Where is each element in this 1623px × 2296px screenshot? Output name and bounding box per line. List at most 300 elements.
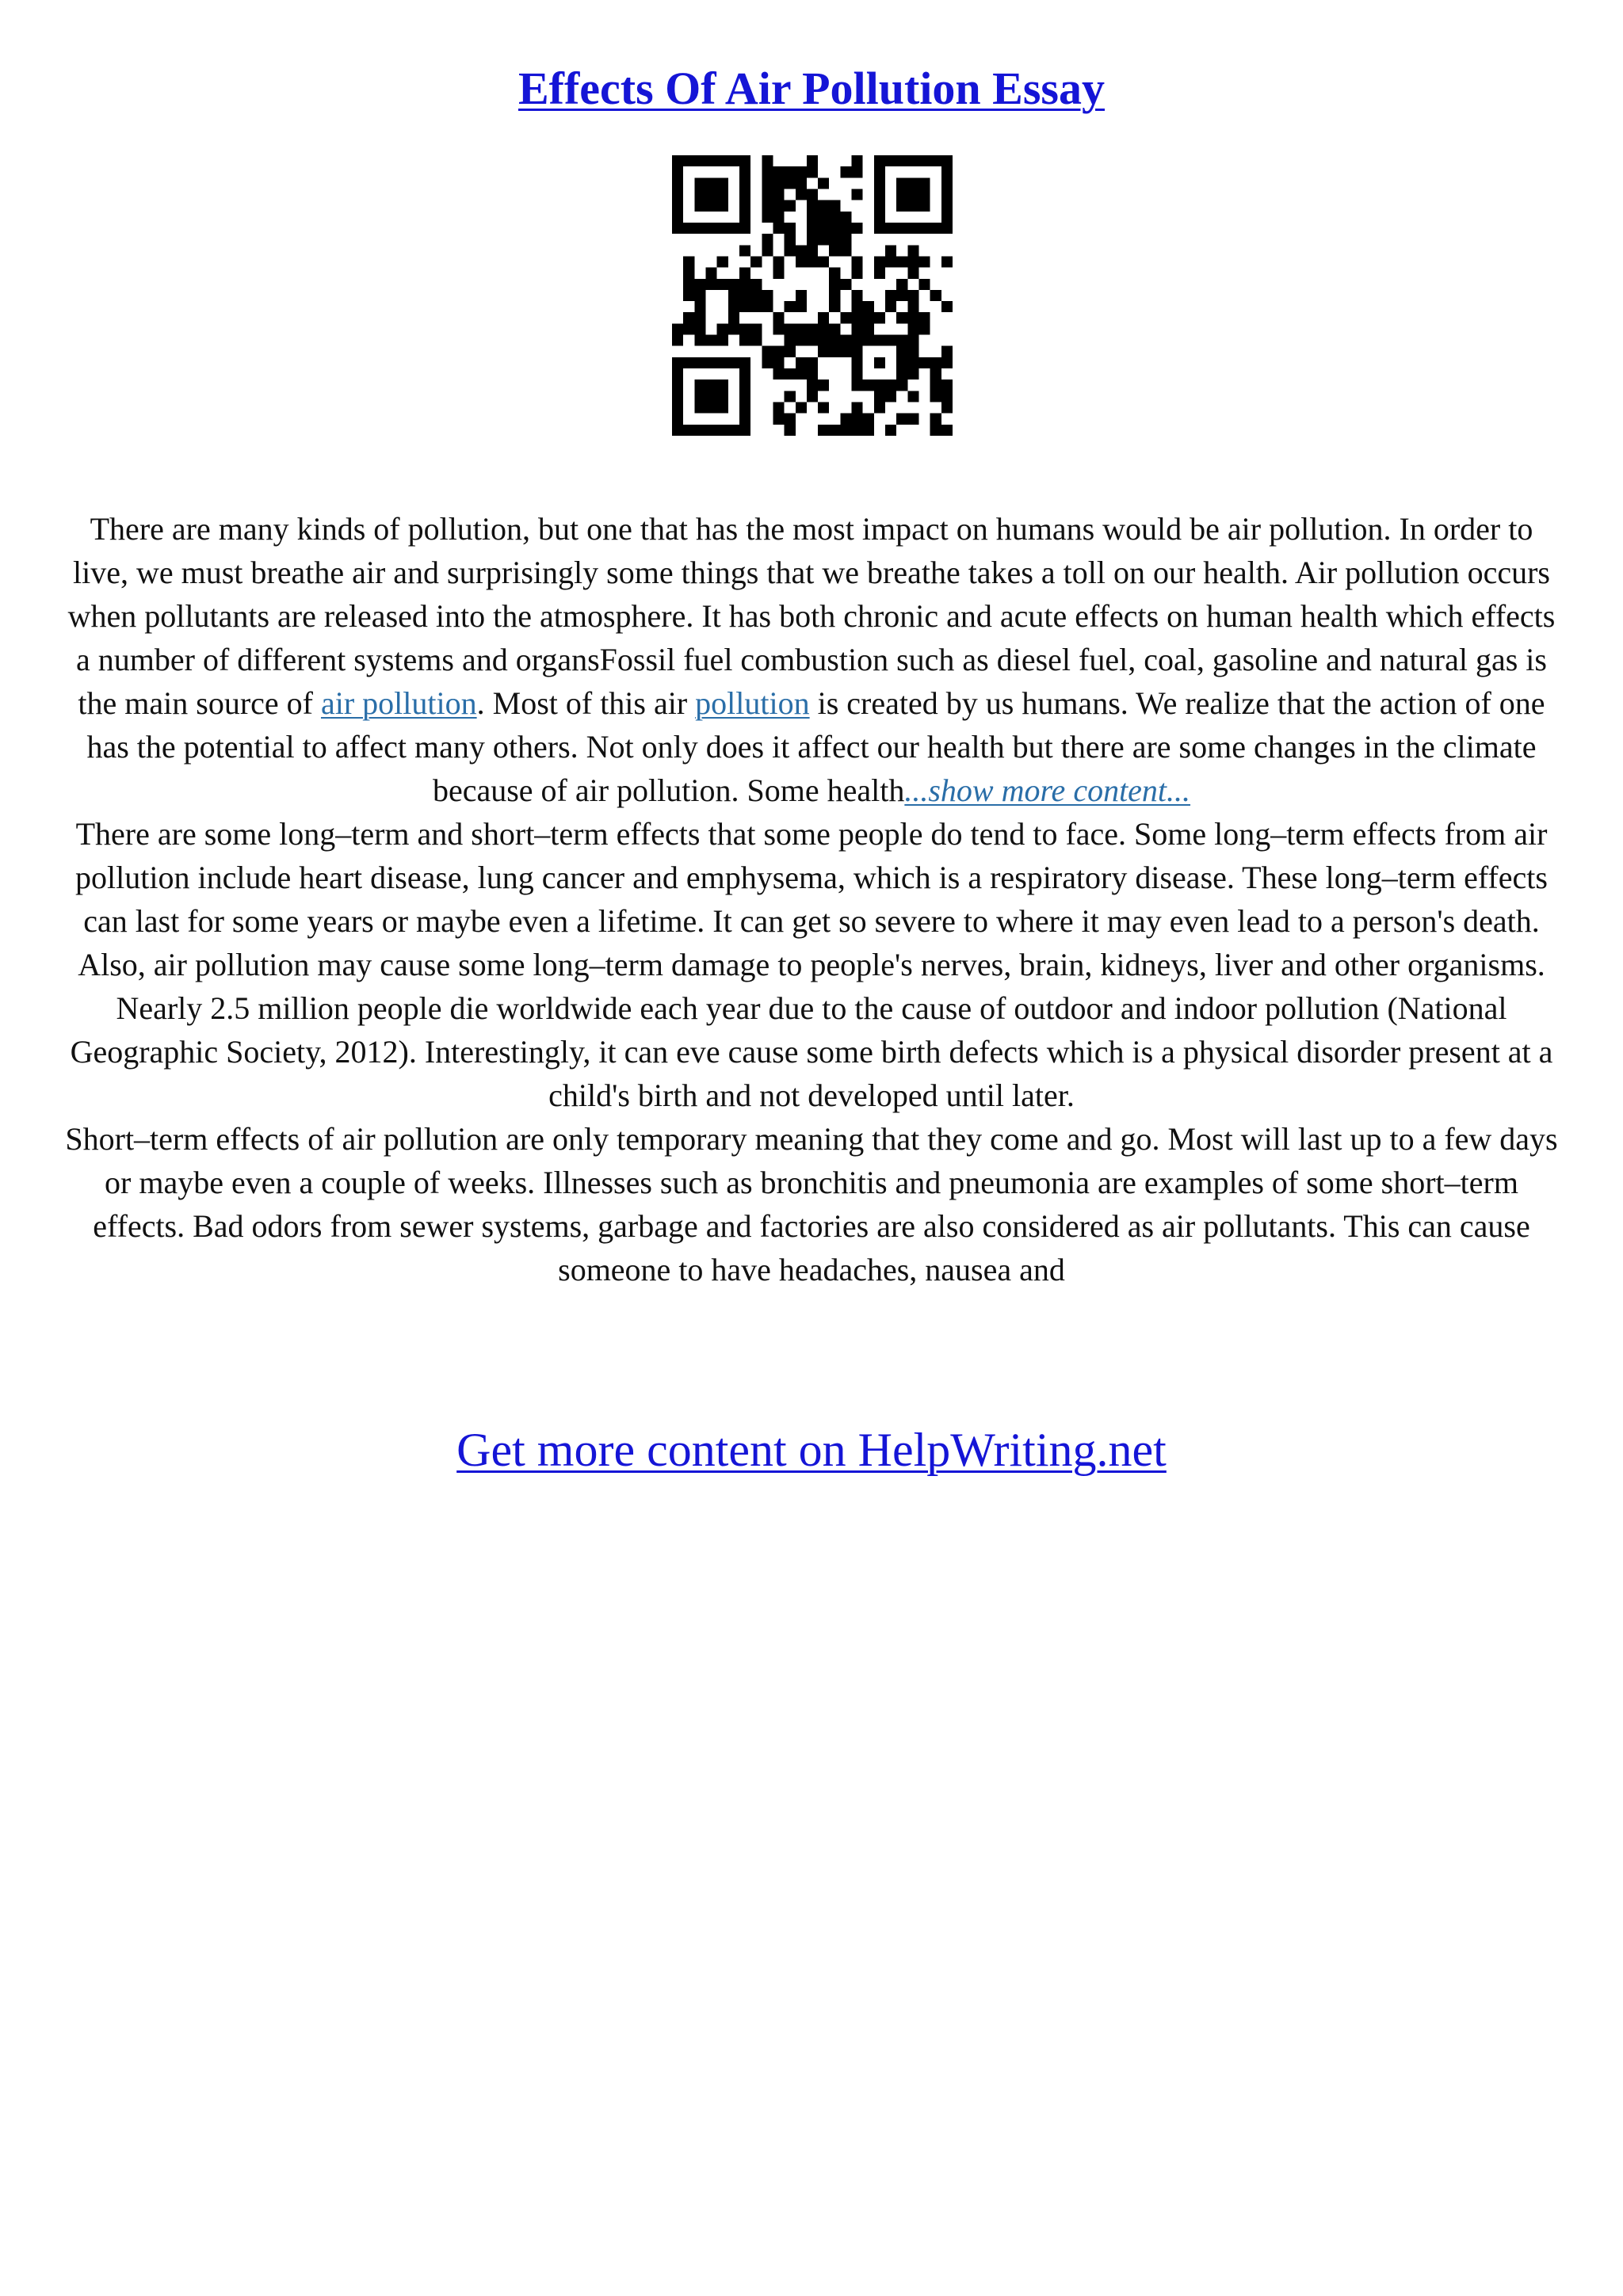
qr-module — [907, 268, 918, 279]
qr-module — [919, 223, 930, 234]
qr-module — [750, 301, 762, 312]
paragraph-1 — [63, 507, 1560, 812]
qr-module — [807, 379, 818, 391]
qr-module — [896, 379, 907, 391]
qr-module — [717, 402, 728, 414]
qr-module — [796, 335, 807, 346]
qr-module — [807, 391, 818, 402]
qr-module — [829, 346, 840, 357]
qr-module — [796, 245, 807, 256]
qr-module — [762, 177, 773, 189]
qr-module — [683, 155, 694, 166]
qr-module — [807, 155, 818, 166]
qr-module — [773, 357, 784, 368]
qr-module — [796, 323, 807, 334]
qr-module — [829, 290, 840, 301]
qr-module — [672, 335, 683, 346]
qr-module — [762, 189, 773, 200]
qr-module — [874, 212, 885, 223]
qr-module — [773, 212, 784, 223]
paragraph-3: Short–term effects of air pollution are only temporary meaning that they come and go. Most will last up to a few days or maybe even a couple of weeks. Illnesses such as bronchitis and pneumonia are examples of some short–term effects. Bad odors from sewer systems, garbage and factories are also considered as air pollutants. This can cause someone to have headaches, nausea and — [65, 1121, 1558, 1287]
qr-module — [705, 402, 716, 414]
qr-module — [807, 323, 818, 334]
qr-module — [717, 200, 728, 212]
qr-module — [672, 189, 683, 200]
qr-module — [694, 323, 705, 334]
paragraph-1-text-c: is created by us humans. We realize that the action of one has the potential to affect many others. Not only does it affect our health but there are some changes in the climate because of air pollution. Some health — [86, 685, 1545, 808]
qr-module — [796, 357, 807, 368]
qr-module — [796, 256, 807, 267]
qr-module — [739, 301, 750, 312]
qr-module — [930, 357, 941, 368]
qr-module — [728, 357, 739, 368]
qr-module — [852, 323, 863, 334]
qr-module — [796, 177, 807, 189]
qr-module — [785, 368, 796, 379]
qr-module — [852, 256, 863, 267]
qr-module — [728, 223, 739, 234]
qr-module — [907, 223, 918, 234]
qr-module — [852, 290, 863, 301]
qr-module — [672, 425, 683, 436]
qr-module — [863, 379, 874, 391]
qr-module — [694, 425, 705, 436]
qr-module — [694, 357, 705, 368]
qr-module — [840, 245, 851, 256]
qr-module — [739, 368, 750, 379]
qr-module — [683, 312, 694, 323]
qr-module — [874, 335, 885, 346]
qr-module — [829, 245, 840, 256]
qr-module — [930, 414, 941, 425]
qr-module — [896, 223, 907, 234]
qr-module — [785, 425, 796, 436]
qr-module — [739, 189, 750, 200]
qr-module — [840, 414, 851, 425]
qr-module — [852, 166, 863, 177]
qr-module — [694, 301, 705, 312]
qr-module — [930, 155, 941, 166]
qr-module — [818, 177, 829, 189]
qr-module — [773, 189, 784, 200]
qr-module — [829, 335, 840, 346]
qr-module — [941, 212, 953, 223]
qr-module — [818, 379, 829, 391]
qr-module — [907, 245, 918, 256]
qr-module — [874, 177, 885, 189]
qr-module — [896, 368, 907, 379]
qr-module — [739, 335, 750, 346]
qr-module — [874, 189, 885, 200]
qr-module — [773, 256, 784, 267]
qr-module — [705, 200, 716, 212]
qr-module — [694, 379, 705, 391]
qr-module — [930, 391, 941, 402]
qr-module — [941, 155, 953, 166]
qr-module — [829, 268, 840, 279]
qr-module — [818, 312, 829, 323]
qr-module — [818, 223, 829, 234]
page-title — [0, 57, 1623, 120]
qr-module — [885, 391, 896, 402]
qr-module — [694, 312, 705, 323]
qr-module — [941, 256, 953, 267]
qr-module — [705, 425, 716, 436]
qr-module — [896, 279, 907, 290]
qr-module — [728, 425, 739, 436]
qr-module — [919, 155, 930, 166]
qr-module — [919, 189, 930, 200]
qr-module — [773, 200, 784, 212]
qr-module — [796, 402, 807, 414]
qr-module — [672, 402, 683, 414]
qr-module — [896, 177, 907, 189]
qr-module — [852, 379, 863, 391]
qr-module — [739, 212, 750, 223]
qr-module — [762, 155, 773, 166]
qr-module — [773, 177, 784, 189]
qr-module — [672, 357, 683, 368]
qr-module — [907, 189, 918, 200]
qr-module — [717, 279, 728, 290]
qr-module — [829, 234, 840, 245]
qr-module — [739, 166, 750, 177]
qr-module — [874, 256, 885, 267]
qr-module — [919, 312, 930, 323]
qr-module — [818, 346, 829, 357]
qr-module — [885, 425, 896, 436]
qr-module — [796, 368, 807, 379]
qr-module — [930, 379, 941, 391]
qr-module — [840, 335, 851, 346]
qr-module — [785, 335, 796, 346]
qr-module — [907, 323, 918, 334]
qr-module — [852, 155, 863, 166]
qr-module — [705, 379, 716, 391]
qr-module — [919, 357, 930, 368]
qr-module — [785, 177, 796, 189]
qr-module — [694, 189, 705, 200]
qr-module — [907, 335, 918, 346]
qr-module — [807, 256, 818, 267]
qr-module — [907, 368, 918, 379]
qr-module — [852, 312, 863, 323]
qr-module — [762, 166, 773, 177]
paragraph-1-text-a: There are many kinds of pollution, but one that has the most impact on humans would be air pollution. In order to live, we must breathe air and surprisingly some things that we breathe takes a toll on our health. Air pollution occurs when pollutants are released into the atmosphere. It has both chronic and acute effects on human health which effects a number of different systems and organsFossil fuel combustion such as diesel fuel, coal, gasoline and natural gas is the main source of — [67, 511, 1556, 721]
qr-module — [919, 177, 930, 189]
qr-module — [739, 268, 750, 279]
qr-module — [762, 357, 773, 368]
qr-module — [773, 312, 784, 323]
qr-module — [896, 346, 907, 357]
qr-module — [785, 245, 796, 256]
qr-module — [739, 245, 750, 256]
qr-module — [807, 357, 818, 368]
qr-module — [672, 177, 683, 189]
qr-module — [683, 425, 694, 436]
qr-module — [840, 279, 851, 290]
qr-module — [728, 279, 739, 290]
qr-module — [907, 200, 918, 212]
qr-module — [762, 290, 773, 301]
qr-module — [717, 391, 728, 402]
qr-module — [896, 189, 907, 200]
qr-module — [863, 414, 874, 425]
qr-module — [694, 177, 705, 189]
qr-module — [941, 391, 953, 402]
qr-module — [807, 335, 818, 346]
qr-module — [672, 166, 683, 177]
qr-module — [785, 323, 796, 334]
qr-module — [840, 425, 851, 436]
paragraph-1-text-b: . Most of this air — [476, 685, 696, 721]
qr-module — [919, 323, 930, 334]
qr-module — [885, 256, 896, 267]
qr-module — [930, 223, 941, 234]
qr-module — [840, 346, 851, 357]
qr-module — [829, 212, 840, 223]
qr-module — [672, 379, 683, 391]
qr-module — [683, 223, 694, 234]
qr-module — [796, 301, 807, 312]
qr-module — [874, 402, 885, 414]
qr-module — [717, 223, 728, 234]
qr-module — [785, 223, 796, 234]
qr-module — [840, 312, 851, 323]
qr-module — [705, 357, 716, 368]
qr-module — [785, 166, 796, 177]
air-pollution-link[interactable]: air pollution — [320, 685, 477, 721]
qr-module — [896, 357, 907, 368]
qr-module — [941, 402, 953, 414]
paragraph-2: There are some long–term and short–term effects that some people do tend to face. Some long–term effects from air pollution include heart disease, lung cancer and emphysema, which is a respiratory disease. These long–term effects can last for some years or maybe even a lifetime. It can get so severe to where it may even lead to a person's death. Also, air pollution may cause some long–term damage to people's nerves, brain, kidneys, liver and other organisms. Nearly 2.5 million people die worldwide each year due to the cause of outdoor and indoor pollution (National Geographic Society, 2012). Interestingly, it can eve cause some birth defects which is a physical disorder present at a child's birth and not developed until later. — [70, 816, 1553, 1113]
qr-module — [694, 391, 705, 402]
qr-module — [762, 346, 773, 357]
qr-code-icon — [672, 155, 953, 436]
qr-module — [885, 335, 896, 346]
qr-module — [785, 391, 796, 402]
qr-module — [762, 245, 773, 256]
qr-module — [907, 155, 918, 166]
qr-module — [941, 189, 953, 200]
qr-module — [773, 323, 784, 334]
qr-module — [773, 368, 784, 379]
show-more-content-link[interactable]: ...show more content... — [904, 772, 1191, 808]
qr-module — [672, 212, 683, 223]
qr-module — [852, 346, 863, 357]
qr-module — [694, 335, 705, 346]
qr-module — [728, 290, 739, 301]
qr-module — [672, 323, 683, 334]
qr-module — [785, 414, 796, 425]
qr-module — [818, 234, 829, 245]
qr-module — [705, 189, 716, 200]
qr-module — [694, 200, 705, 212]
qr-module — [852, 402, 863, 414]
qr-module — [885, 155, 896, 166]
qr-module — [694, 402, 705, 414]
qr-module — [796, 166, 807, 177]
qr-module — [672, 155, 683, 166]
qr-module — [818, 212, 829, 223]
qr-module — [739, 279, 750, 290]
qr-module — [705, 335, 716, 346]
qr-module — [750, 279, 762, 290]
qr-module — [829, 323, 840, 334]
qr-module — [919, 256, 930, 267]
qr-module — [717, 323, 728, 334]
qr-module — [907, 312, 918, 323]
qr-module — [941, 301, 953, 312]
qr-module — [941, 379, 953, 391]
qr-module — [896, 256, 907, 267]
qr-module — [739, 379, 750, 391]
qr-module — [840, 212, 851, 223]
essay-body — [63, 507, 1560, 1291]
qr-module — [818, 323, 829, 334]
qr-module — [672, 200, 683, 212]
qr-module — [941, 177, 953, 189]
qr-module — [907, 290, 918, 301]
qr-module — [874, 155, 885, 166]
qr-module — [807, 368, 818, 379]
qr-module — [694, 223, 705, 234]
qr-module — [840, 234, 851, 245]
qr-module — [762, 301, 773, 312]
qr-module — [818, 402, 829, 414]
qr-module — [885, 301, 896, 312]
qr-module — [750, 335, 762, 346]
qr-module — [773, 223, 784, 234]
qr-module — [874, 391, 885, 402]
qr-module — [773, 268, 784, 279]
qr-module — [896, 155, 907, 166]
qr-module — [941, 200, 953, 212]
qr-module — [874, 268, 885, 279]
qr-module — [941, 425, 953, 436]
qr-module — [941, 223, 953, 234]
qr-module — [717, 425, 728, 436]
qr-module — [739, 155, 750, 166]
qr-module — [907, 357, 918, 368]
qr-module — [863, 312, 874, 323]
qr-module — [907, 256, 918, 267]
qr-module — [829, 425, 840, 436]
qr-module — [739, 323, 750, 334]
qr-module — [874, 223, 885, 234]
qr-module — [773, 414, 784, 425]
qr-module — [852, 223, 863, 234]
qr-module — [762, 200, 773, 212]
qr-module — [739, 200, 750, 212]
helpwriting-link[interactable]: Get more content on HelpWriting.net — [456, 1424, 1167, 1476]
qr-module — [829, 223, 840, 234]
qr-module — [896, 312, 907, 323]
qr-module — [762, 234, 773, 245]
qr-module — [705, 223, 716, 234]
qr-module — [694, 290, 705, 301]
qr-module — [785, 234, 796, 245]
qr-module — [907, 177, 918, 189]
qr-module — [941, 357, 953, 368]
qr-module — [840, 223, 851, 234]
qr-module — [694, 279, 705, 290]
qr-module — [739, 290, 750, 301]
qr-module — [796, 189, 807, 200]
qr-module — [907, 414, 918, 425]
qr-module — [728, 301, 739, 312]
qr-module — [941, 346, 953, 357]
qr-module — [907, 301, 918, 312]
qr-module — [852, 335, 863, 346]
qr-module — [807, 212, 818, 223]
qr-module — [874, 357, 885, 368]
qr-module — [863, 301, 874, 312]
qr-module — [829, 200, 840, 212]
qr-module — [852, 301, 863, 312]
qr-module — [885, 290, 896, 301]
qr-module — [683, 357, 694, 368]
qr-module — [818, 200, 829, 212]
qr-module — [863, 323, 874, 334]
qr-module — [705, 177, 716, 189]
qr-module — [874, 200, 885, 212]
qr-module — [907, 346, 918, 357]
title-link[interactable]: Effects Of Air Pollution Essay — [517, 63, 1106, 114]
qr-module — [683, 290, 694, 301]
qr-module — [930, 368, 941, 379]
qr-module — [717, 379, 728, 391]
qr-module — [852, 368, 863, 379]
qr-module — [818, 256, 829, 267]
qr-module — [896, 414, 907, 425]
qr-module — [785, 301, 796, 312]
qr-module — [694, 155, 705, 166]
qr-module — [672, 368, 683, 379]
pollution-link[interactable]: pollution — [695, 685, 810, 721]
qr-module — [840, 166, 851, 177]
qr-module — [852, 414, 863, 425]
qr-module — [773, 346, 784, 357]
qr-module — [683, 268, 694, 279]
qr-module — [930, 290, 941, 301]
qr-module — [874, 312, 885, 323]
qr-module — [896, 200, 907, 212]
qr-module — [705, 279, 716, 290]
qr-module — [919, 279, 930, 290]
qr-module — [807, 245, 818, 256]
qr-module — [941, 166, 953, 177]
qr-module — [683, 256, 694, 267]
qr-module — [852, 189, 863, 200]
qr-module — [773, 166, 784, 177]
qr-module — [785, 200, 796, 212]
qr-module — [683, 279, 694, 290]
qr-module — [829, 301, 840, 312]
qr-module — [728, 323, 739, 334]
qr-module — [863, 425, 874, 436]
qr-module — [773, 402, 784, 414]
qr-module — [896, 290, 907, 301]
qr-module — [739, 414, 750, 425]
qr-module — [829, 279, 840, 290]
qr-module — [739, 177, 750, 189]
qr-module — [885, 379, 896, 391]
qr-module — [863, 335, 874, 346]
qr-module — [728, 312, 739, 323]
qr-module — [796, 290, 807, 301]
footer — [0, 1418, 1623, 1482]
